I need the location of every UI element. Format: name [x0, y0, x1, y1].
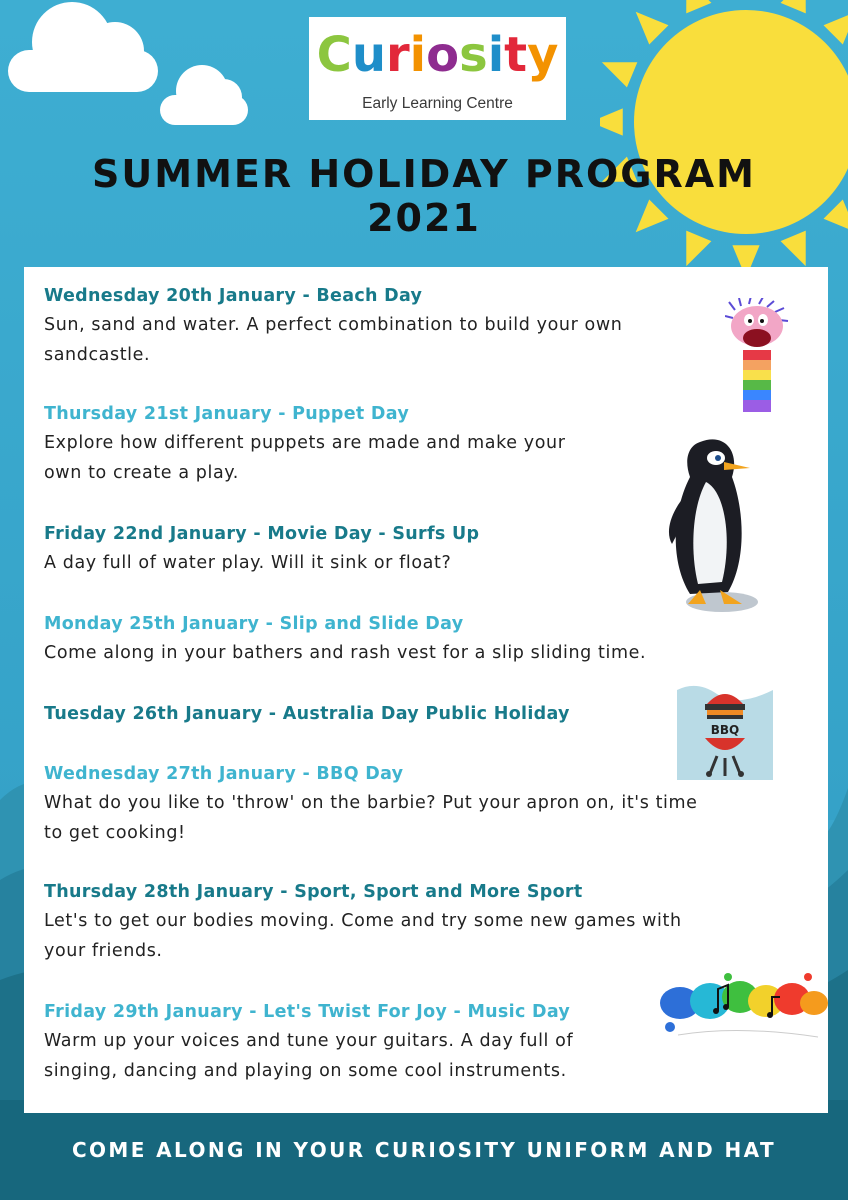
logo-letter: r [386, 27, 410, 83]
sun-ray [602, 62, 637, 87]
logo-letter: u [351, 27, 386, 83]
sun-ray [636, 12, 669, 45]
event-item [44, 878, 804, 966]
event-description-line: What do you like to 'throw' on the barbie? Put your apron on, it's time [44, 793, 698, 813]
logo-letter: o [426, 27, 460, 83]
event-description-line: own to create a play. [44, 463, 239, 483]
puppet-image [725, 298, 789, 416]
event-item [44, 610, 804, 668]
curiosity-logo [309, 17, 566, 120]
logo-wordmark [309, 25, 566, 85]
event-description-line: sandcastle. [44, 345, 151, 365]
sun-ray [824, 12, 848, 45]
logo-letter: i [487, 27, 505, 83]
sun-ray [686, 0, 711, 13]
bbq-sign-text: BBQ [710, 723, 740, 737]
logo-letter: s [459, 27, 488, 83]
event-description-line: Come along in your bathers and rash vest for a slip sliding time. [44, 643, 647, 663]
sun-illustration [600, 0, 848, 300]
logo-letter: t [504, 27, 528, 83]
event-heading: Wednesday 27th January - BBQ Day [44, 764, 404, 784]
event-heading: Monday 25th January - Slip and Slide Day [44, 614, 464, 634]
sun-ray [781, 0, 806, 13]
event-description-line: Warm up your voices and tune your guitars. A day full of [44, 1031, 574, 1051]
logo-letter: y [527, 27, 559, 83]
logo-letter: i [409, 27, 427, 83]
event-description-line: Explore how different puppets are made and make your [44, 433, 566, 453]
cloud-left [8, 50, 158, 92]
event-heading: Wednesday 20th January - Beach Day [44, 286, 423, 306]
penguin-image [650, 432, 760, 617]
event-heading: Thursday 28th January - Sport, Sport and More Sport [44, 882, 583, 902]
title-line-2: 2021 [367, 196, 481, 240]
event-description-line: A day full of water play. Will it sink or float? [44, 553, 452, 573]
event-heading: Thursday 21st January - Puppet Day [44, 404, 410, 424]
logo-letter: C [316, 27, 352, 83]
sun-ray [824, 200, 848, 233]
event-heading: Friday 22nd January - Movie Day - Surfs Up [44, 524, 480, 544]
event-description-line: your friends. [44, 941, 163, 961]
page-title [40, 152, 808, 240]
event-description-line: to get cooking! [44, 823, 186, 843]
event-heading: Friday 29th January - Let's Twist For Joy - Music Day [44, 1002, 571, 1022]
event-description-line: Let's to get our bodies moving. Come and try some new games with [44, 911, 682, 931]
title-line-1: SUMMER HOLIDAY PROGRAM [92, 152, 756, 196]
event-item [44, 282, 804, 370]
bbq-image [677, 680, 773, 780]
event-description-line: singing, dancing and playing on some cool instruments. [44, 1061, 567, 1081]
cloud-small [160, 95, 248, 125]
music-splash-image [658, 965, 828, 1065]
logo-subtitle: Early Learning Centre [362, 95, 513, 112]
sun-ray [600, 108, 623, 135]
footer-note: COME ALONG IN YOUR CURIOSITY UNIFORM AND HAT [71, 1138, 777, 1162]
event-heading: Tuesday 26th January - Australia Day Public Holiday [44, 704, 570, 724]
event-description-line: Sun, sand and water. A perfect combination to build your own [44, 315, 623, 335]
